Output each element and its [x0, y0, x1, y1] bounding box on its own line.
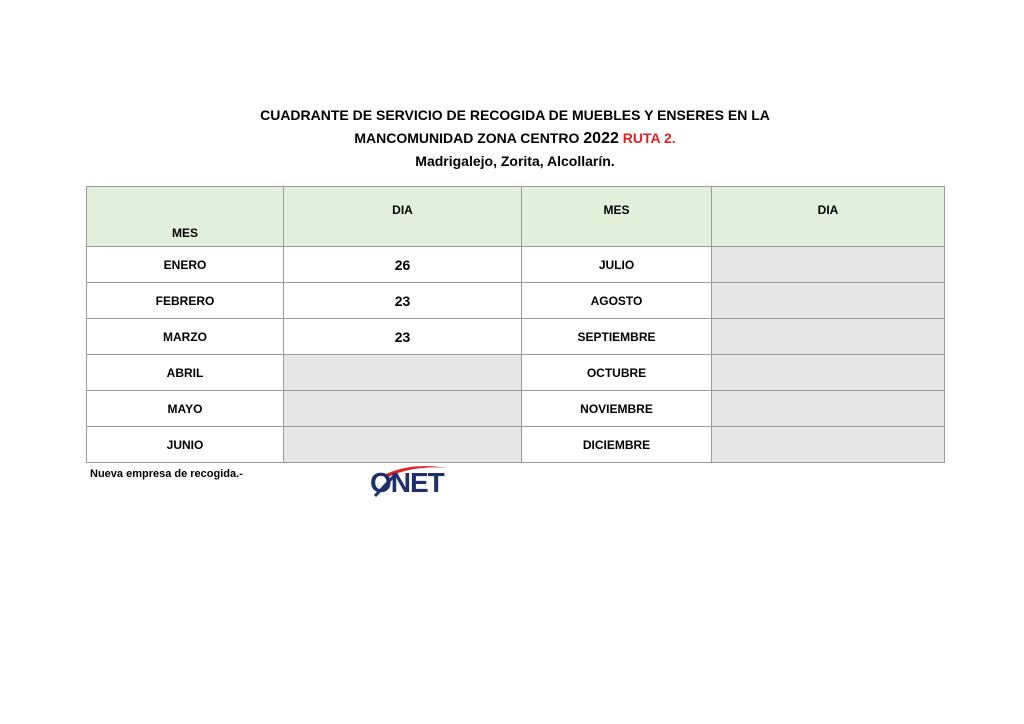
header-mes-1: MES: [87, 187, 284, 247]
day-cell: 26: [284, 247, 522, 283]
document-title: [0, 104, 1024, 173]
month-cell: ENERO: [87, 247, 284, 283]
month-cell: FEBRERO: [87, 283, 284, 319]
title-year: 2022: [583, 130, 619, 147]
header-dia-1: DIA: [284, 187, 522, 247]
day-cell: [712, 319, 945, 355]
day-cell: [712, 427, 945, 463]
table-row: [87, 247, 945, 283]
title-line-2-prefix: MANCOMUNIDAD ZONA CENTRO: [354, 130, 580, 146]
month-cell: DICIEMBRE: [522, 427, 712, 463]
month-cell: AGOSTO: [522, 283, 712, 319]
month-cell: MARZO: [87, 319, 284, 355]
month-cell: NOVIEMBRE: [522, 391, 712, 427]
day-cell: [284, 355, 522, 391]
title-line-2: [0, 127, 1024, 150]
new-company-note: Nueva empresa de recogida.-: [90, 468, 243, 480]
title-line-1: CUADRANTE DE SERVICIO DE RECOGIDA DE MUEBLES Y ENSERES EN LA: [260, 107, 770, 123]
day-cell: 23: [284, 319, 522, 355]
day-cell: [712, 355, 945, 391]
collection-schedule-table: [86, 186, 945, 463]
month-cell: JUNIO: [87, 427, 284, 463]
month-cell: OCTUBRE: [522, 355, 712, 391]
month-cell: ABRIL: [87, 355, 284, 391]
onet-logo: [370, 462, 465, 500]
day-cell: 23: [284, 283, 522, 319]
table-header-row: [87, 187, 945, 247]
table-row: [87, 319, 945, 355]
day-cell: [712, 391, 945, 427]
title-line-3: Madrigalejo, Zorita, Alcollarín.: [415, 153, 615, 169]
header-dia-2: DIA: [712, 187, 945, 247]
table-row: [87, 391, 945, 427]
month-cell: JULIO: [522, 247, 712, 283]
title-route: RUTA 2.: [622, 130, 676, 146]
header-mes-2: MES: [522, 187, 712, 247]
day-cell: [284, 391, 522, 427]
table-row: [87, 427, 945, 463]
table-row: [87, 283, 945, 319]
day-cell: [712, 247, 945, 283]
month-cell: MAYO: [87, 391, 284, 427]
day-cell: [712, 283, 945, 319]
logo-text: ONET: [370, 467, 444, 498]
month-cell: SEPTIEMBRE: [522, 319, 712, 355]
day-cell: [284, 427, 522, 463]
table-row: [87, 355, 945, 391]
